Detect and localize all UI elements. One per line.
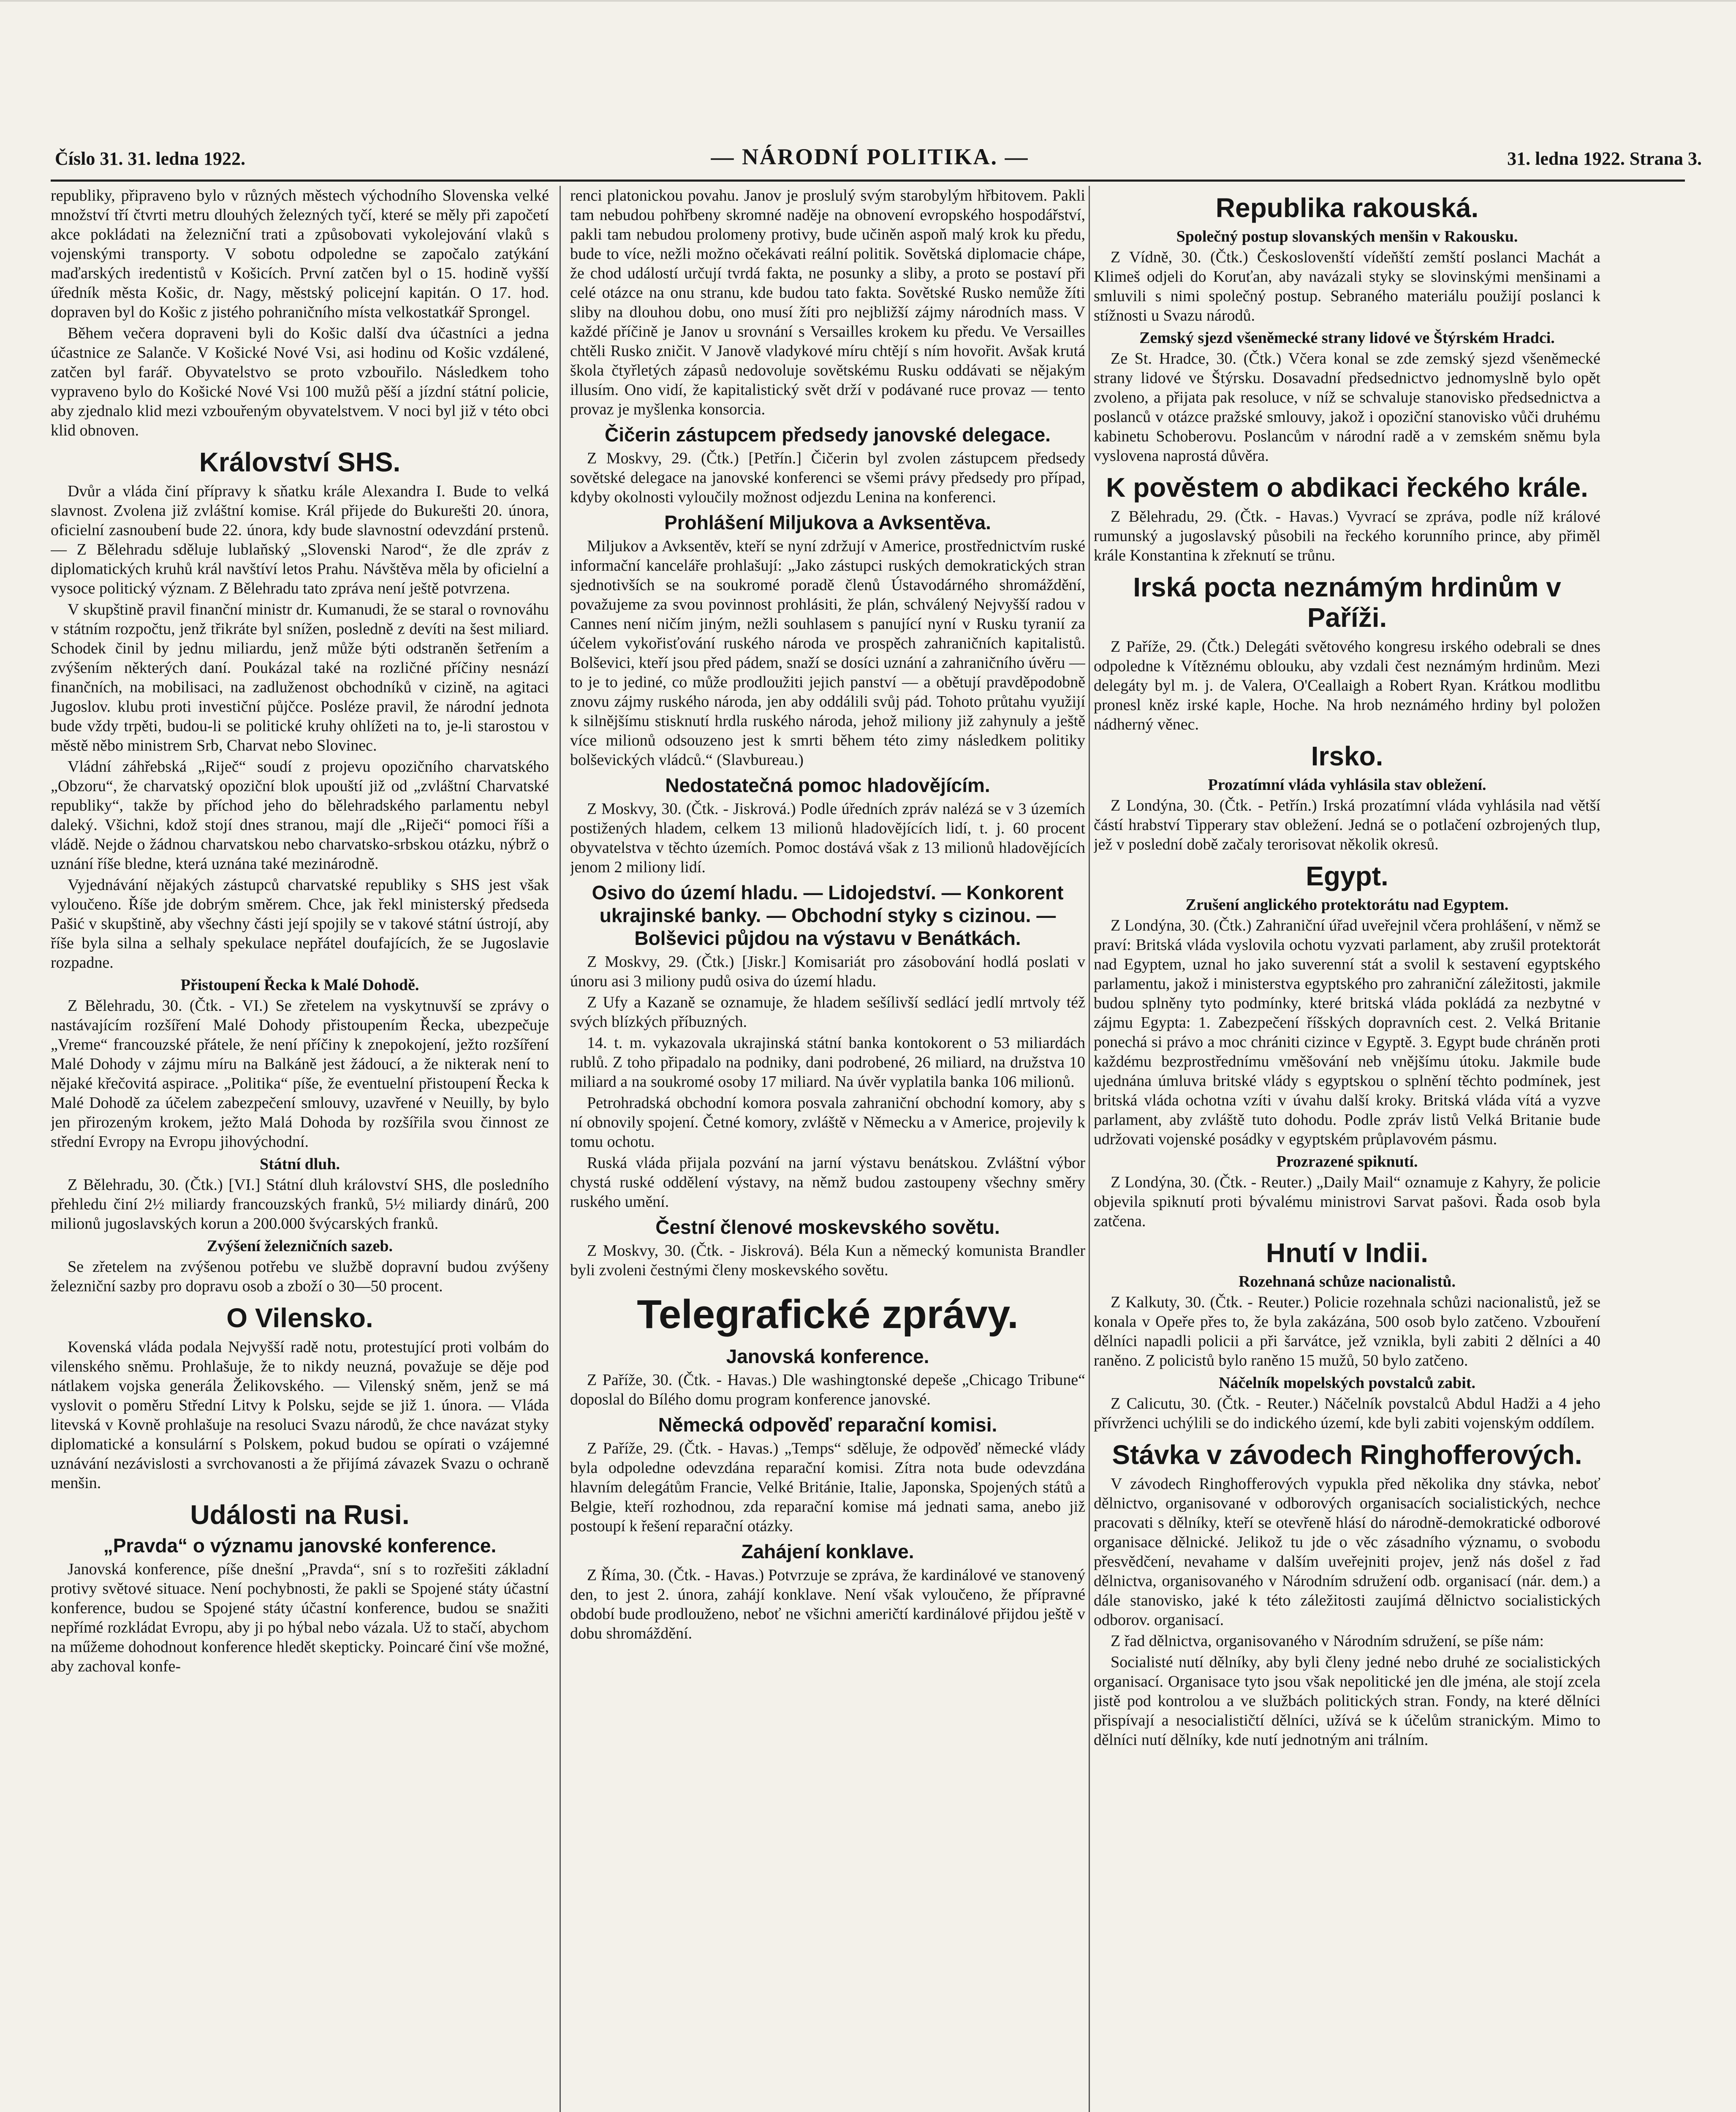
article-paragraph: V závodech Ringhofferových vypukla před několika dny stávka, neboť dělnictvo, organisované v odborových organisacích socialistických, nechce pracovati s dělníky, kteří se otevřeně hlásí do národně-demokratické odborové organisace dělnické. Jelikož tu jde o věc zásadního významu, o svobodu přesvědčení, nevahame v dalším uveřejniti projev, jenž nás došel z řad dělnictva, organisovaného v Národním sdružení odb. organisací (nár. dem.) a dále stanovisko, jaké k této záležitosti zaujímá dělnictvo socialistických odborov. organisací. [1094,1475,1600,1629]
article-paragraph: Janovská konference, píše dnešní „Pravda“, sní s to rozřešiti základní protivy světové situace. Není pochybnosti, že pakli se Spojené státy účastní konference, budou se Spojené státy účastní konference, budou se snažiti nepřímé rozkládat Evropu, aby ji po hýbal nebo vázala. Už to stačí, abychom na műžeme dohodnout konference hledět skepticky. Poincaré činí vše možné, aby zachoval konfe- [51,1560,549,1675]
column-rule [560,186,561,2112]
article-paragraph: Z Bělehradu, 30. (Čtk.) [VI.] Státní dluh království SHS, dle posledního přehledu činí 2½ miliardy francouzských franků, 5½ miliardy dinárů, 200 milionů jugoslavských korun a 200.000 švýcarských franků. [51,1176,549,1233]
subheading: Rozehnaná schůze nacionalistů. [1238,1273,1456,1290]
subheading: Janovská konference. [726,1345,929,1367]
section-heading: K pověstem o abdikaci řeckého krále. [1106,472,1588,503]
header-rule [51,180,1685,182]
article-paragraph: Z Moskvy, 30. (Čtk. - Jiskrová.) Podle úředních zpráv nalézá se v 3 územích postižených hladem, celkem 13 milionů hladovějících lidí, t. j. 60 procent obyvatelstva v těchto územích. Pomoc dostává však z 13 milionů hladovějících jenom 2 miliony lidí. [570,800,1085,876]
article-paragraph: Z Moskvy, 30. (Čtk. - Jiskrová). Béla Kun a německý komunista Brandler byli zvoleni čestnými členy moskevského sovětu. [570,1242,1085,1279]
article-paragraph: Z Vídně, 30. (Čtk.) Českoslovenští vídeňští zemští poslanci Machát a Klimeš odjeli do Koruťan, aby navázali styky se slovinskými menšinami a smluvili s nimi společný postup. Sebraného materiálu použijí poslanci k stížnosti u Svazu národů. [1094,248,1600,324]
article-paragraph: 14. t. m. vykazovala ukrajinská státní banka kontokorent o 53 miliardách rublů. Z toho připadalo na podniky, dani podrobené, 26 miliard, na družstva 10 miliard a na soukromé osoby 17 miliard. Na úvěr vyplatila banka 106 milionů. [570,1034,1085,1091]
subheading: Zahájení konklave. [741,1540,914,1562]
article-paragraph: Vyjednávání nějakých zástupců charvatské republiky s SHS jest však vyloučeno. Říše jde dobrým směrem. Chce, jak řekl ministerský předseda Pašić v skupštině, aby všechny části její spojily se v takové státní ústrojí, aby říše byla silna a selhaly spekulace nepřátel doufajících, že se Jugoslavie rozpadne. [51,876,549,972]
article-paragraph: Vládní záhřebská „Riječ“ soudí z projevu opozičního charvatského „Obzoru“, že charvatský opoziční blok upouští již od „zvláštní Charvatské republiky“, takže by příchod jeho do bělehradského parlamentu nebyl daleký. Všichni, kdož stojí dnes stranou, mají dle „Riječi“ pomoci říši a vládě. Nejde o žádnou charvatskou nebo charvatsko-srbskou otázku, nýbrž o uznání říše bledne, která uznána také mezinárodně. [51,758,549,873]
article-paragraph: Se zřetelem na zvýšenou potřebu ve službě dopravní budou zvýšeny železniční sazby pro dopravu osob a zboží o 30—50 procent. [51,1258,549,1295]
article-paragraph: Z Londýna, 30. (Čtk.) Zahraniční úřad uveřejnil včera prohlášení, v němž se praví: Britská vláda vyslovila ochotu vyzvati parlament, aby zrušil protektorát nad Egyptem, uznal ho jako suverenní stát a svolil k sestavení egyptského parlamentu, jakož i ministerstva egyptského pro zahraniční záležitosti, jakmile budou splněny tyto podmínky, které britská vláda pokládá za nezbytné v zájmu Egypta: 1. Zabezpečení říšských dopravních cest. 2. Velká Britanie ponechá si právo a moc chrániti cizince v Egyptě. 3. Egypt bude chráněn proti každému bezprostřednímu vměšování neb vnějšímu útoku. Jakmile bude ujednána úmluva britské vlády s egyptskou o splnění těchto podmínek, jest britská vláda ochotna vzíti v úvahu další kroky. Britská vláda vítá a vyzve parlament, aby zvláště tuto dohodu. Podle zpráv listů Velká Britanie bude udržovati vojenské posádky v egyptském průplavovém pásmu. [1094,917,1600,1148]
subheading: Nedostatečná pomoc hladovějícím. [665,774,990,796]
article-paragraph: Z Paříže, 29. (Čtk.) Delegáti světového kongresu irského odebrali se dnes odpoledne k Vítěznému oblouku, aby vzdali čest neznámým hrdinům. Mezi delegáty byl m. j. de Valera, O'Ceallaigh a Robert Ryan. Krátkou modlitbu pronesl kněz irské kaple, Hoche. Na hrob neznámého hrdiny byl položen nádherný věnec. [1094,638,1600,733]
article-paragraph: Z Moskvy, 29. (Čtk.) [Jiskr.] Komisariát pro zásobování hodlá poslati v únoru asi 3 miliony pudů osiva do území hladu. [570,953,1085,990]
article-paragraph: Během večera dopraveni byli do Košic další dva účastníci a jedna účastnice ze Salanče. V Košické Nové Vsi, asi hodinu od Košic vzdálené, zatčen byl farář. Obyvatelstvo se proto vzbouřilo. Následkem toho vypraveno bylo do Košické Nové Vsi 100 mužů pěší a jízdní státní policie, aby zjednalo klid mezi vzbouřeným obyvatelstvem. V noci byl již v této obci klid obnoven. [51,324,549,439]
subheading: Prozatímní vláda vyhlásila stav obležení. [1208,776,1486,794]
section-heading: Irská pocta neznámým hrdinům v Paříži. [1133,572,1561,633]
masthead: — NÁRODNÍ POLITIKA. — [711,144,1029,169]
column-3 [1094,186,1600,2112]
subheading: Státní dluh. [259,1155,340,1173]
section-heading: Republika rakouská. [1215,193,1479,223]
column-1 [51,186,549,2112]
article-paragraph: republiky, připraveno bylo v různých městech východního Slovenska velké množství tří čtvrti metru dlouhých železných tyčí, které se měly při započetí akce pokládati na železniční trati a způsobovati vykolejování vlaků s vojenskými transporty. V sobotu odpoledne se započalo zatýkání maďarských iredentistů v Košicích. První zatčen byl o 15. hodině vyšší úředník města Košic, dr. Nagy, městský policejní kapitán. O 17. hod. dopraven byl do Košic z jistého pohraničního místa velkostatkář Sprongel. [51,187,549,321]
page-header [25,144,1710,177]
article-paragraph: Kovenská vláda podala Nejvyšší radě notu, protestující proti volbám do vilenského sněmu. Prohlašuje, že to nikdy neuzná, považuje se děje pod nátlakem vojska generála Želikovského. — Vilenský sněm, jenž se má vyslovit o poměru Střední Litvy k Polsku, sejde se již 1. února. — Vláda litevská v Kovně prohlašuje na resoluci Svazu národů, že chce navázat styky diplomatické a konsulární s Polskem, pokud budou se opírati o vzájemné uznávání nezávislosti a svrchovanosti a že přijímá závazek Svazu o ochraně menšin. [51,1338,549,1492]
article-paragraph: Ze St. Hradce, 30. (Čtk.) Včera konal se zde zemský sjezd všeněmecké strany lidové ve Štýrsku. Dosavadní předsednictvo jednomyslně bylo opět zvoleno, a přijata pak resoluce, v níž se schvaluje stanovisko předsednictva a poslanců v otázce pražské smlouvy, jakož i opoziční stanovisko vůči druhému kabinetu Schoberovu. Poslancům v národní radě a v zemském sněmu byla vyslovena naprostá důvěra. [1094,350,1600,465]
section-heading: Události na Rusi. [190,1500,410,1530]
subheading: Zvýšení železničních sazeb. [206,1237,393,1255]
subheading: Německá odpověď reparační komisi. [658,1414,997,1436]
subheading: Společný postup slovanských menšin v Rakousku. [1176,228,1518,245]
article-paragraph: V skupštině pravil finanční ministr dr. Kumanudi, že se staral o rovnováhu v státním rozpočtu, jenž třikráte byl snížen, posledně z devíti na šest miliard. Schodek činil by jednu miliardu, jenž může býti odstraněn šetřením a zvýšením některých daní. Poukázal také na rozličné příčiny nesnází finančních, na mobilisaci, na zadluženost obchodníků v cizině, na agitaci Jugoslov. klubu proti investiční půjčce. Posléze pravil, že národní jednota bude vždy trpěti, budou-li se politické kruhy ohlížeti na to, je-li starostou v městě něbo ministrem Srb, Charvat nebo Slovinec. [51,601,549,754]
article-paragraph: Z Moskvy, 29. (Čtk.) [Petřín.] Čičerin byl zvolen zástupcem předsedy sovětské delegace na janovské konferenci se všemi právy předsedy pro případ, kdyby okolnosti vyloučily možnost odjezdu Lenina na konferenci. [570,449,1085,506]
subheading: „Pravda“ o významu janovské konference. [103,1535,497,1557]
subheading: Zrušení anglického protektorátu nad Egyptem. [1185,896,1509,914]
article-paragraph: Ruská vláda přijala pozvání na jarní výstavu benátskou. Zvláštní výbor chystá ruské oddělení výstavy, na němž budou zastoupeny všechny směry ruského umění. [570,1154,1085,1211]
article-paragraph: Petrohradská obchodní komora posvala zahraniční obchodní komory, aby s ní obnovily spojení. Četné komory, zvláště v Německu a v Americe, projevily k tomu ochotu. [570,1094,1085,1151]
article-paragraph: Z Calicutu, 30. (Čtk. - Reuter.) Náčelník povstalců Abdul Hadži a 4 jeho přívrženci uchýlili se do indického území, kde byli zabiti vojenským oddílem. [1094,1395,1600,1432]
column-rule [1089,186,1090,2112]
article-paragraph: Z Paříže, 30. (Čtk. - Havas.) Dle washingtonské depeše „Chicago Tribune“ doposlal do Bílého domu program konference janovské. [570,1371,1085,1408]
header-issue: Číslo 31. 31. ledna 1922. [55,148,246,169]
section-heading: Egypt. [1306,861,1388,891]
subheading: Zemský sjezd všeněmecké strany lidové ve Štýrském Hradci. [1139,329,1555,347]
subheading: Osivo do území hladu. — Lidojedství. — Konkorent ukrajinské banky. — Obchodní styky s cizinou. — Bolševici půjdou na výstavu v Benátkách. [592,882,1064,949]
article-paragraph: Z Ufy a Kazaně se oznamuje, že hladem sešílivší sedlácí jedlí mrtvoly též svých blízkých příbuzných. [570,993,1085,1031]
article-paragraph: Z Paříže, 29. (Čtk. - Havas.) „Temps“ sděluje, že odpověď německé vlády byla odpoledne odevzdána reparační komisi. Zítra nota bude odevzdána hlavním delegátům Francie, Velké Británie, Italie, Japonska, Spojených států a Belgie, kteří rozhodnou, zda reparační komise má jednati sama, anebo již postoupí k řešení reparační otázky. [570,1440,1085,1535]
subheading: Přistoupení Řecka k Malé Dohodě. [180,976,419,994]
section-heading: Hnutí v Indii. [1266,1238,1428,1268]
subheading: Náčelník mopelských povstalců zabit. [1218,1374,1476,1392]
scan-top-edge [0,0,1736,2]
article-paragraph: Z Kalkuty, 30. (Čtk. - Reuter.) Policie rozehnala schůzi nacionalistů, jež se konala v Opeře přes to, že byla zakázána, 500 osob bylo zatčeno. Vzbouření dělníci napadli policii a při šarvátce, jež vznikla, byli zabiti 2 dělníci a 40 raněno. Z policistů bylo raněno 15 mužů, 50 bylo zatčeno. [1094,1293,1600,1369]
subheading: Čičerin zástupcem předsedy janovské delegace. [605,424,1051,446]
article-paragraph: Z Londýna, 30. (Čtk. - Reuter.) „Daily Mail“ oznamuje z Kahyry, že policie objevila spiknutí proti bývalému ministrovi Sarvat pašovi. Řada osob byla zatčena. [1094,1173,1600,1230]
section-heading: Telegrafické zprávy. [637,1292,1019,1337]
section-heading: Irsko. [1311,741,1383,771]
section-heading: Stávka v závodech Ringhofferových. [1112,1440,1582,1470]
article-paragraph: Z řad dělnictva, organisovaného v Národním sdružení, se píše nám: [1111,1632,1544,1650]
article-paragraph: Miljukov a Avksentěv, kteří se nyní zdržují v Americe, prostřednictvím ruské informační kanceláře prohlašují: „Jako zástupci ruských demokratických stran sjednotivších se na soukromé poradě členů Ústavodárného shromáždění, považujeme za svou povinnost prohlásiti, že plán, schválený Nejvyšší radou v Cannes není ničím jiným, nežli souhlasem s panující nyní v Rusku tyranií za účelem vykořisťování ruského národa ve prospěch zahraničních kapitalistů. Bolševici, kteří jsou před pádem, snaží se dosíci uznání a zahraničního úvěru — to je to jediné, co může prodloužiti jejich panství — a obětují pravděpodobně znovu zájmy ruského národa, jen aby oddálili svůj pád. Tohoto průtahu využijí k silnějšímu stisknutí hrdla ruského národa, jehož miliony již zahynuly a ještě více milionů odsouzeno jest k smrti během této zimy následkem politiky bolševických vládců.“ (Slavbureau.) [570,537,1085,769]
column-2 [570,186,1085,2112]
article-paragraph: Z Říma, 30. (Čtk. - Havas.) Potvrzuje se zpráva, že kardinálové ve stanovený den, to jest 2. února, zahájí konklave. Není však vyloučeno, že přípravné období bude prodlouženo, neboť ne všichni američtí kardinálové přijdou ještě v dobu shromáždění. [570,1566,1085,1642]
subheading: Prozrazené spiknutí. [1276,1153,1418,1170]
article-paragraph: Z Londýna, 30. (Čtk. - Petřín.) Irská prozatímní vláda vyhlásila nad větší částí hrabství Tipperary stav obležení. Jedná se o potlačení ozbrojených tlup, jež v poslední době začaly terorisovat několik okresů. [1094,797,1600,853]
section-heading: O Vilensko. [226,1303,373,1333]
subheading: Prohlášení Miljukova a Avksentěva. [664,512,991,533]
article-paragraph: Z Bělehradu, 30. (Čtk. - VI.) Se zřetelem na vyskytnuvší se zprávy o nastávajícím rozšíření Malé Dohody přistoupením Řecka, ubezpečuje „Vreme“ francouzské přátele, že není příčiny k znepokojení, ježto rozšíření Malé Dohody v zájmu míru na Balkáně jest žádoucí, a že nikterak není to nějaké křečovitá aspirace. „Politika“ píše, že eventuelní přistoupení Řecka k Malé Dohodě za účelem zabezpečení smlouvy, uzavřené v Neuilly, by bylo jen přirozeným krokem, ježto Malá Dohoda by rozšířila svou činnost ze střední Evropy na Evropu jihovýchodní. [51,997,549,1151]
article-paragraph: Dvůr a vláda činí přípravy k sňatku krále Alexandra I. Bude to velká slavnost. Zvolena již zvláštní komise. Král přijede do Bukurešti 20. února, oficielní zasnoubení bude 22. února, kdy bude slavnostní odevzdání prstenů. — Z Bělehradu sděluje lublaňský „Slovenski Narod“, že dle zpráv z diplomatických kruhů král navštíví letos Prahu. Návštěva měla by oficielní a vysoce politický význam. Z Bělehradu tato zpráva není ještě potvrzena. [51,482,549,597]
article-paragraph: Socialisté nutí dělníky, aby byli členy jedné nebo druhé ze socialistických organisací. Organisace tyto jsou však nepolitické jen dle jména, ale stojí zcela jistě pod kontrolou a ve službách politických stran. Fondy, na které dělníci přispívají a nesocialističtí dělníci, užívá se k účelům stranickým. Mimo to dělníci nutí dělníky, kde nutí jednotným ani trálním. [1094,1653,1600,1749]
subheading: Čestní členové moskevského sovětu. [655,1216,1000,1238]
header-date-page: 31. ledna 1922. Strana 3. [1507,148,1702,169]
article-paragraph: renci platonickou povahu. Janov je proslulý svým starobylým hřbitovem. Pakli tam nebudou pohřbeny skromné naděje na obnovení evropského hospodářství, pakli tam nebudou prolomeny protivy, bude učiněn aspoň malý krok ku předu, bude to více, nežli možno očekávati reální politik. Sovětská diplomacie chápe, že chod událostí určují tvrdá fakta, ne posunky a sliby, a proto se postaví při celé otázce na onu stranu, kde budou tato fakta. Sovětské Rusko nemůže žíti sliby na dlouhou dobu, ono musí žíti pro nejbližší zájmy národních mass. V každé příčině je Janov u srovnání s Versailles krokem ku předu. Ve Versailles chtěli Rusko zničit. V Janově vladykové míru chtějí s ním hovořit. Avšak krutá škola čtyřletých zápasů nedovoluje sovětskému Rusku oddávati se nějakým illusím. Ono vidí, že kapitalistický svět drží v podávané ruce provaz — tento provaz je myšlenka konsorcia. [570,187,1085,418]
article-paragraph: Z Bělehradu, 29. (Čtk. - Havas.) Vyvrací se zpráva, podle níž králové rumunský a jugoslavský působili na řeckého korunního prince, aby přiměl krále Konstantina k zřeknutí se trůnu. [1094,508,1600,564]
section-heading: Království SHS. [199,447,401,477]
